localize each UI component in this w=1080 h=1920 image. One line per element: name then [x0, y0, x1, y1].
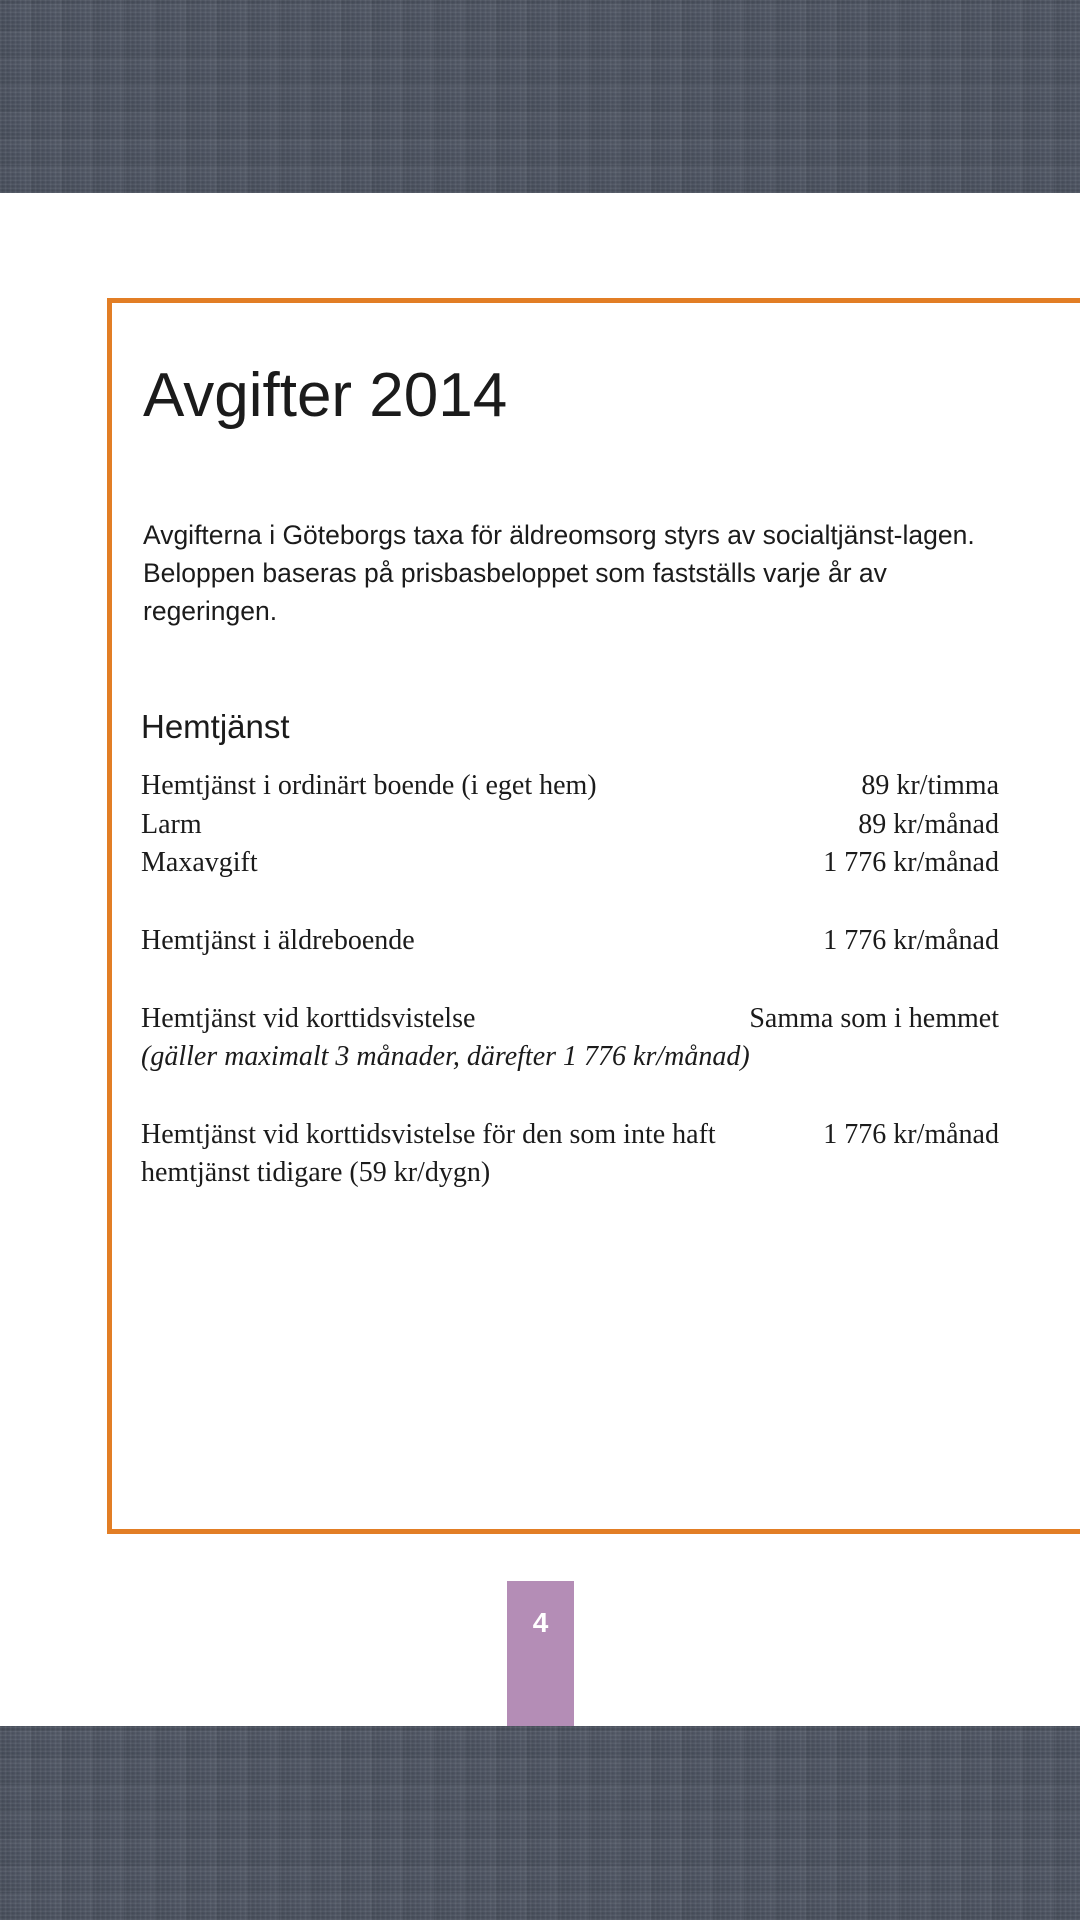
fee-value: 1 776 kr/månad — [823, 847, 999, 878]
intro-paragraph: Avgifterna i Göteborgs taxa för äldreomsorg styrs av socialtjänst-lagen. Beloppen baseras på prisbasbeloppet som fastställs varje år av regeringen. — [143, 520, 975, 626]
fee-value: 1 776 kr/månad — [823, 1119, 999, 1150]
bottom-fabric-banner — [0, 1726, 1080, 1920]
fee-value: 89 kr/månad — [858, 809, 999, 840]
top-fabric-banner — [0, 0, 1080, 193]
fee-label: Hemtjänst i ordinärt boende (i eget hem) — [141, 770, 597, 801]
fee-label: Larm — [141, 809, 202, 840]
fee-label: Hemtjänst vid korttidsvistelse — [141, 1003, 476, 1034]
fee-note-korttidsvistelse: (gäller maximalt 3 månader, därefter 1 776 kr/månad) — [141, 1041, 750, 1072]
section-heading-hemtjanst: Hemtjänst — [141, 708, 290, 745]
page-title: Avgifter 2014 — [143, 361, 508, 430]
fee-value: 89 kr/timma — [861, 770, 999, 801]
fee-label: Maxavgift — [141, 847, 258, 878]
fee-value: Samma som i hemmet — [749, 1003, 999, 1034]
fee-label: Hemtjänst i äldreboende — [141, 925, 415, 956]
fee-label: Hemtjänst vid korttidsvistelse för den som inte haft hemtjänst tidigare (59 kr/dygn) — [141, 1119, 716, 1188]
page-number-tab: 4 — [507, 1581, 574, 1726]
fee-value: 1 776 kr/månad — [823, 925, 999, 956]
content-card — [107, 298, 1080, 1534]
